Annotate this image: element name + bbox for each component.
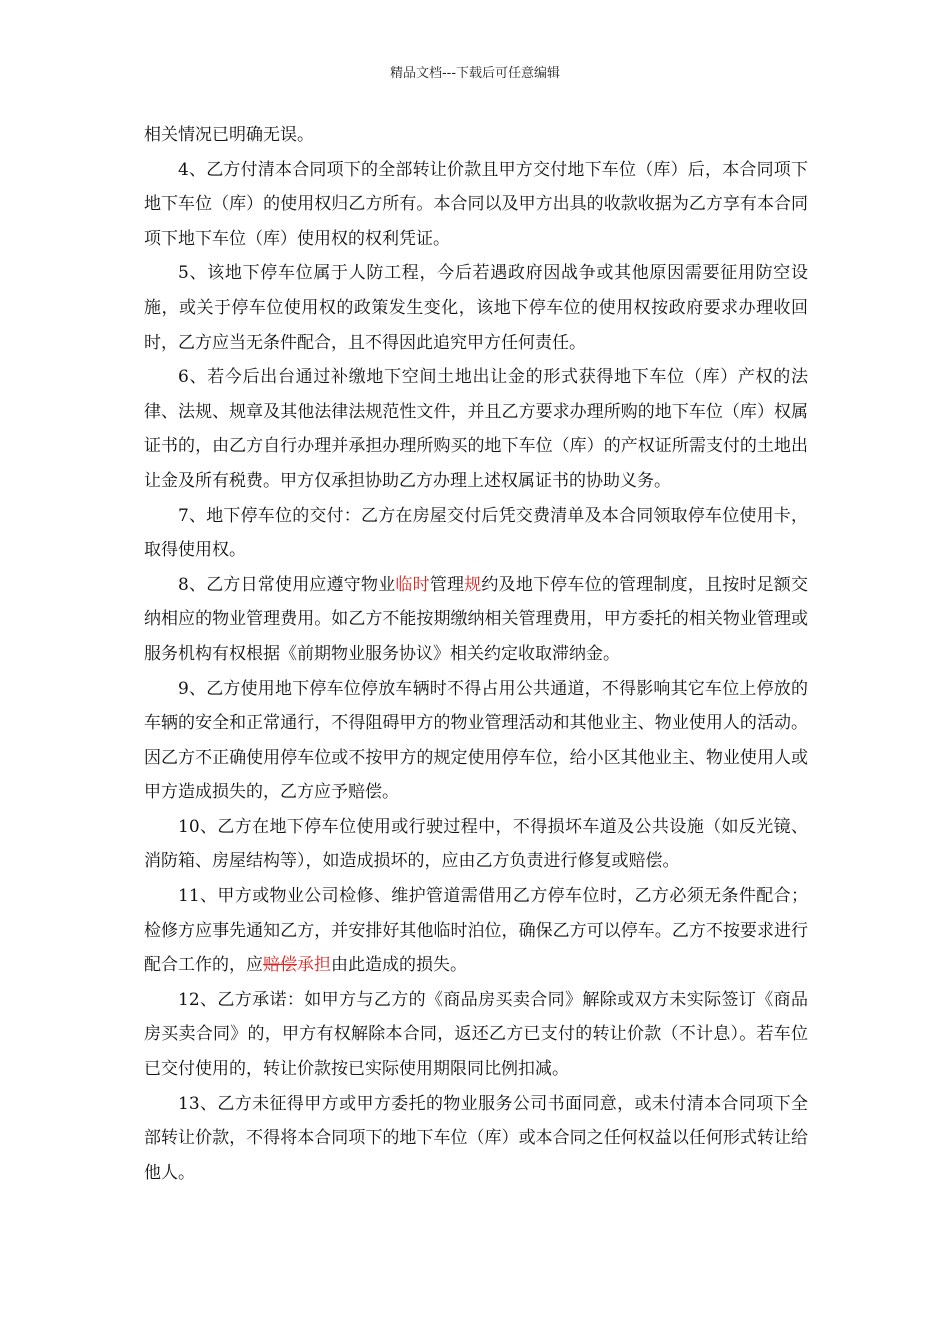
revision-inserted-text: 承担 [297,955,331,976]
clause-4: 4、乙方付清本合同项下的全部转让价款且甲方交付地下车位（库）后，本合同项下地下车位（库）的使用权归乙方所有。本合同以及甲方出具的收款收据为乙方享有本合同项下地下车位（库）使用权的权利凭证。 [144,159,808,249]
clause-6: 6、若今后出台通过补缴地下空间土地出让金的形式获得地下车位（库）产权的法律、法规、规章及其他法律法规范性文件，并且乙方要求办理所购的地下车位（库）权属证书的，由乙方自行办理并承担办理所购买的地下车位（库）的产权证所需支付的土地出让金及所有税费。甲方仅承担协助乙方办理上述权属证书的协助义务。 [144,367,808,491]
clause-7: 7、地下停车位的交付：乙方在房屋交付后凭交费清单及本合同领取停车位使用卡，取得使用权。 [144,505,808,561]
paragraph-continuation: 相关情况已明确无误。 [144,125,314,145]
clause-11-text-b: 由此造成的损失。 [331,955,467,976]
revision-insert-linshi: 临时 [395,574,430,595]
clause-8 [144,568,808,672]
clause-13: 13、乙方未征得甲方或甲方委托的物业服务公司书面同意，或未付清本合同项下全部转让价款，不得将本合同项下的地下车位（库）或本合同之任何权益以任何形式转让给他人。 [144,1093,808,1183]
revision-insert-gui: 规 [464,574,482,595]
clause-10: 10、乙方在地下停车位使用或行驶过程中，不得损坏车道及公共设施（如反光镜、消防箱、房屋结构等），如造成损坏的，应由乙方负责进行修复或赔偿。 [144,816,808,872]
clause-12: 12、乙方承诺：如甲方与乙方的《商品房买卖合同》解除或双方未实际签订《商品房买卖合同》的，甲方有权解除本合同，返还乙方已支付的转让价款（不计息）。若车位已交付使用的，转让价款按已实际使用期限同比例扣减。 [144,989,808,1080]
document-body [144,118,808,1190]
clause-8-text-c: 约及地下停车位的管理制度，且按时足额交纳相应的物业管理费用。如乙方不能按期缴纳相关管理费用，甲方委托的相关物业管理或服务机构有权根据《前期物业服务协议》相关约定收取滞纳金。 [144,574,809,664]
clause-8-text-b: 管理 [429,574,465,595]
clause-11-text-a: 11、甲方或物业公司检修、维护管道需借用乙方停车位时，乙方必须无条件配合；检修方应事先通知乙方，并安排好其他临时泊位，确保乙方可以停车。乙方不按要求进行配合工作的，应 [144,886,808,976]
revision-deleted-text: 赔偿 [263,955,297,976]
clause-11 [144,879,808,983]
page-header: 精品文档---下载后可任意编辑 [389,66,561,81]
clause-5: 5、该地下停车位属于人防工程，今后若遇政府因战争或其他原因需要征用防空设施，或关于停车位使用权的政策发生变化，该地下停车位的使用权按政府要求办理收回时，乙方应当无条件配合，且不得因此追究甲方任何责任。 [144,263,808,353]
clause-8-text-a: 8、乙方日常使用应遵守物业 [178,574,396,595]
clause-9: 9、乙方使用地下停车位停放车辆时不得占用公共通道，不得影响其它车位上停放的车辆的安全和正常通行，不得阻碍甲方的物业管理活动和其他业主、物业使用人的活动。因乙方不正确使用停车位或不按甲方的规定使用停车位，给小区其他业主、物业使用人或甲方造成损失的，乙方应予赔偿。 [144,678,808,803]
